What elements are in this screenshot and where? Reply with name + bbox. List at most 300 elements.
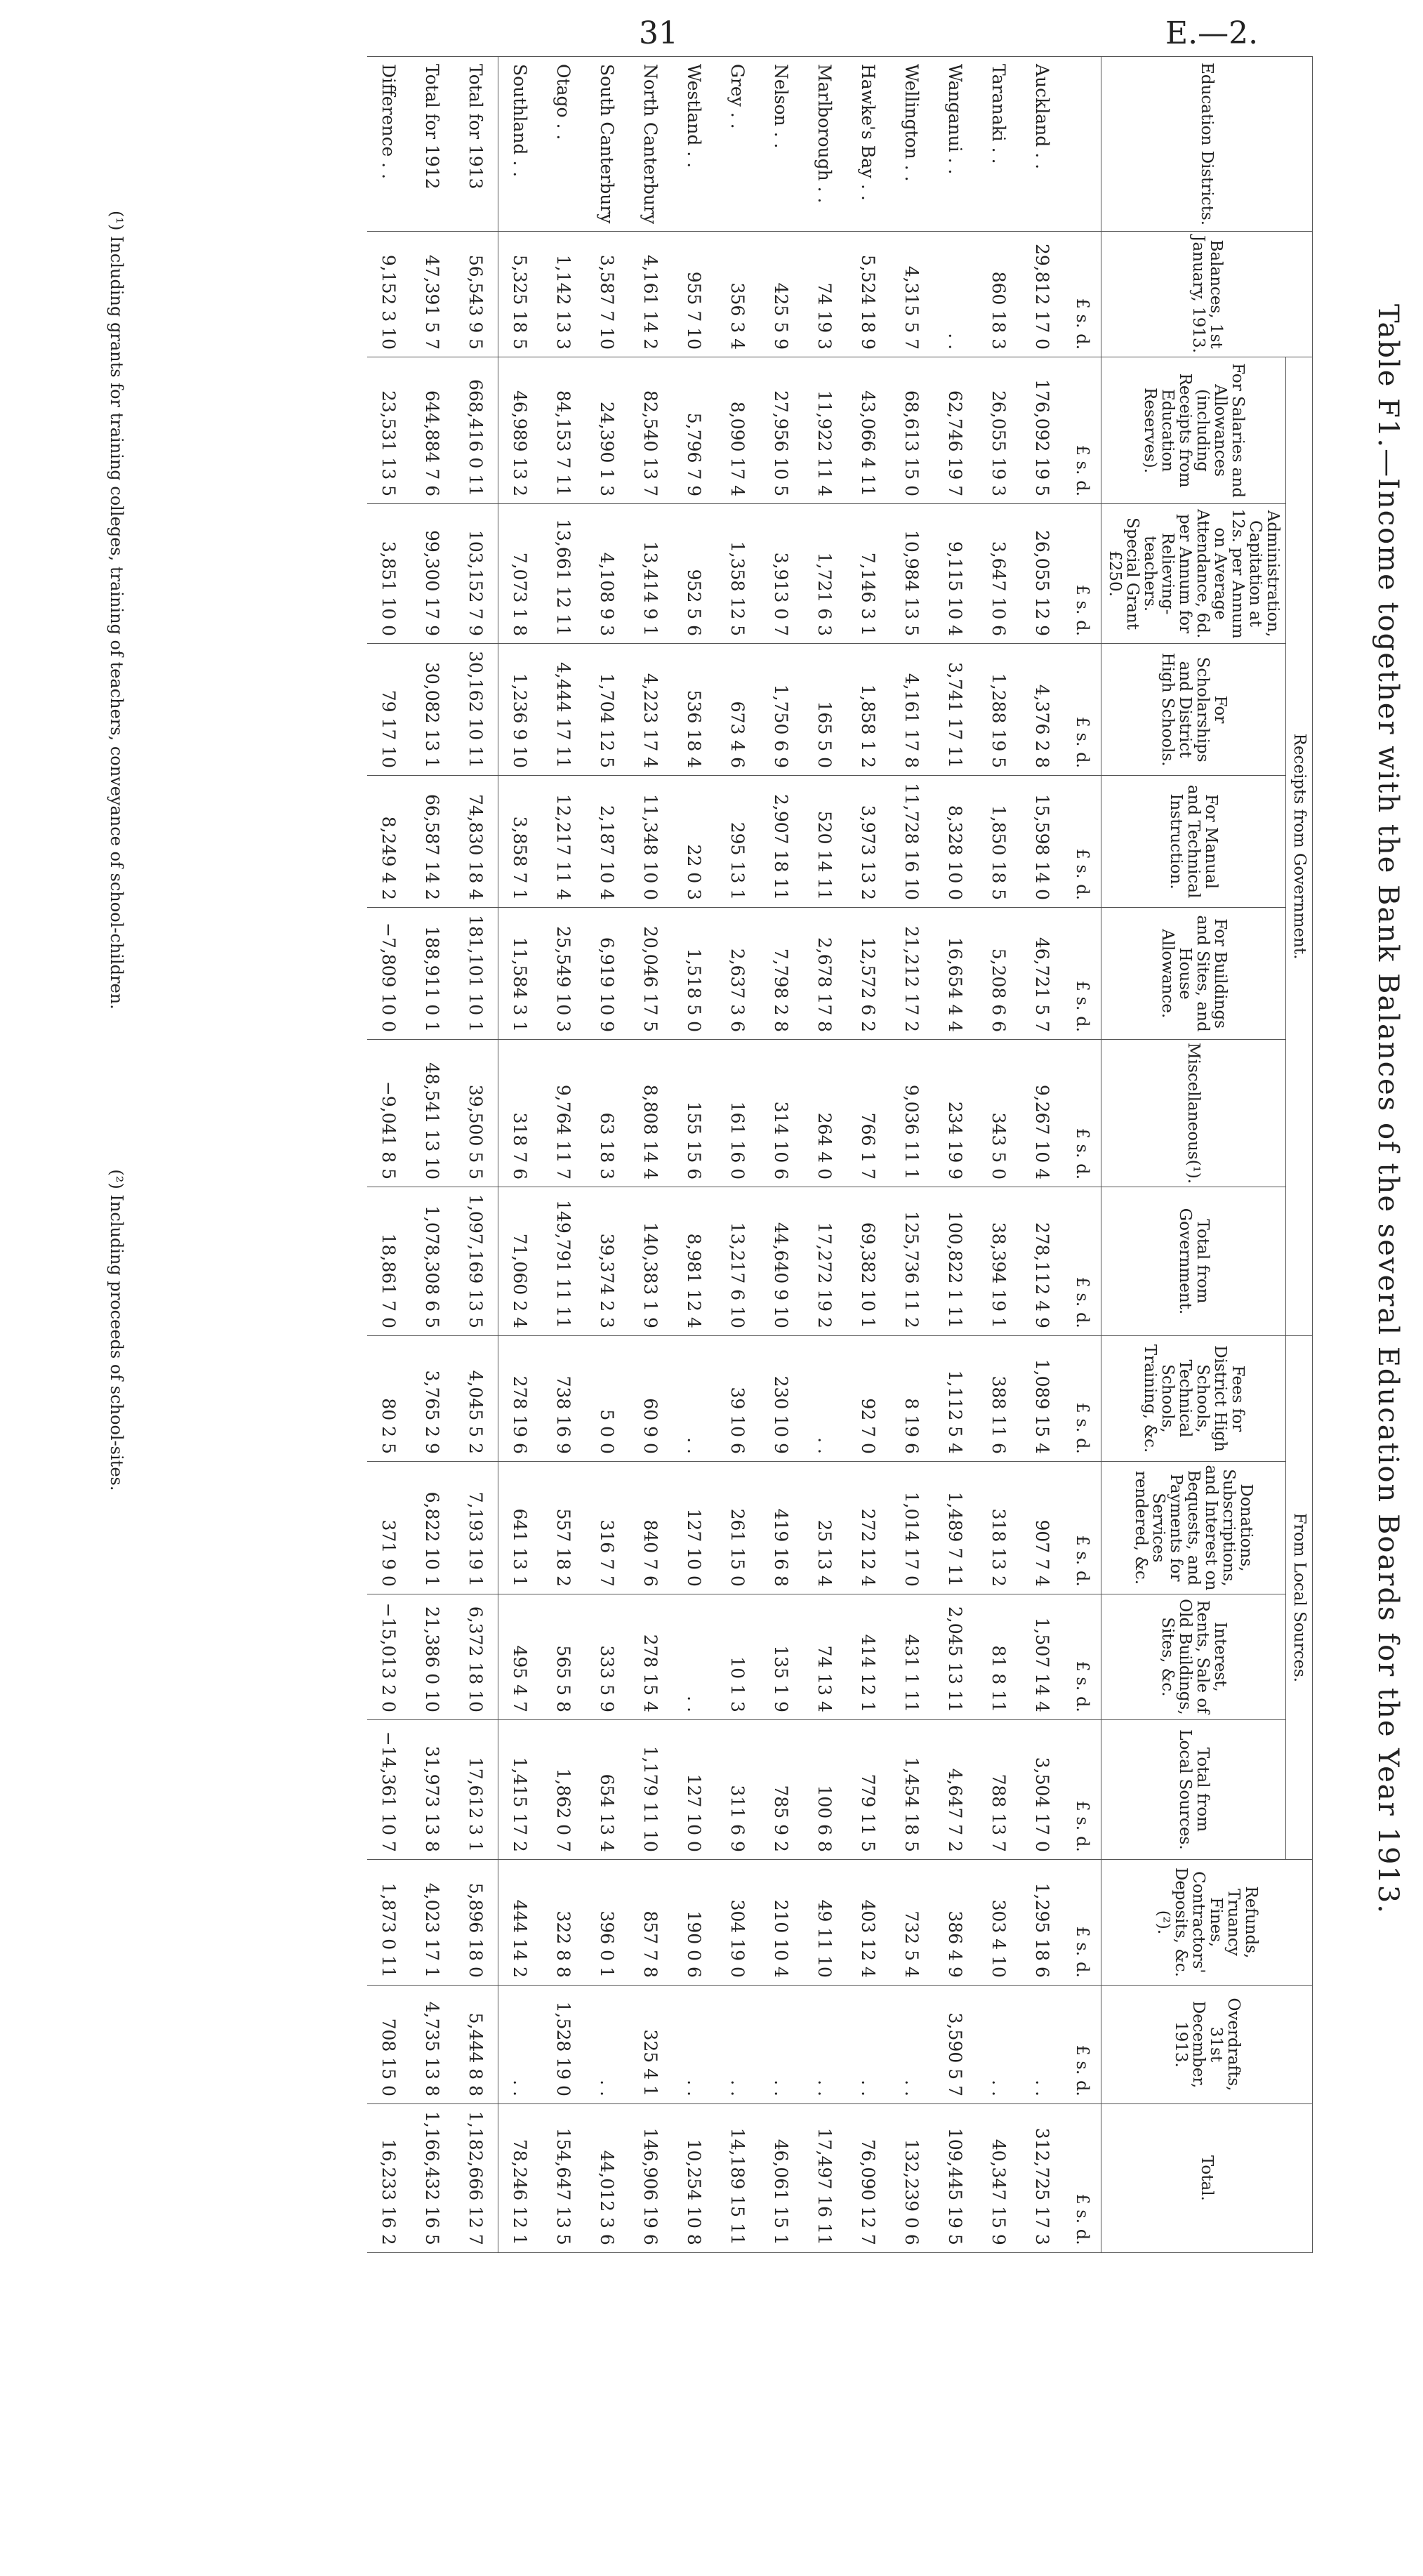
cell-total_local: 788 13 7 [977, 1719, 1021, 1859]
cell-scholarships: 4,161 17 8 [890, 644, 934, 776]
col-head-fees: Fees for District High Schools, Technical Schools, Training, &c. [1101, 1335, 1286, 1461]
row-label: Wanganui . . [934, 57, 977, 232]
units-cell: £ s. d. [1064, 504, 1101, 644]
cell-manual: 520 14 11 [803, 776, 847, 908]
cell-fees: . . [803, 1335, 847, 1461]
cell-salaries: 11,922 11 4 [803, 357, 847, 504]
cell-donations: 1,014 17 0 [890, 1461, 934, 1594]
cell-scholarships: 673 4 6 [716, 644, 760, 776]
cell-administration: 1,721 6 3 [803, 504, 847, 644]
cell-administration: 13,414 9 1 [629, 504, 673, 644]
cell-salaries: 176,092 19 5 [1021, 357, 1064, 504]
cell-manual: 15,598 14 0 [1021, 776, 1064, 908]
cell-total: 46,061 15 1 [760, 2103, 803, 2252]
cell-misc: 63 18 3 [585, 1040, 629, 1187]
cell-buildings: 11,584 3 1 [498, 908, 543, 1040]
cell-refunds: 1,873 0 11 [367, 1859, 411, 1985]
units-cell-blank [1064, 57, 1101, 232]
cell-balances: 860 18 3 [977, 232, 1021, 357]
cell-donations: 261 15 0 [716, 1461, 760, 1594]
cell-buildings: 25,549 10 3 [542, 908, 585, 1040]
cell-overdrafts: . . [498, 1985, 543, 2103]
cell-manual: 12,217 11 4 [542, 776, 585, 908]
col-head-buildings: For Buildings and Sites, and House Allowance. [1101, 908, 1286, 1040]
cell-fees: 4,045 5 2 [454, 1335, 498, 1461]
cell-scholarships: 1,288 19 5 [977, 644, 1021, 776]
cell-scholarships: 536 18 4 [673, 644, 716, 776]
cell-salaries: 46,989 13 2 [498, 357, 543, 504]
row-label: Marlborough . . [803, 57, 847, 232]
cell-buildings: 6,919 10 9 [585, 908, 629, 1040]
cell-total: 146,906 19 6 [629, 2103, 673, 2252]
cell-overdrafts: 3,590 5 7 [934, 1985, 977, 2103]
cell-interest: 21,386 0 10 [411, 1594, 454, 1719]
cell-donations: 419 16 8 [760, 1461, 803, 1594]
cell-donations: 316 7 7 [585, 1461, 629, 1594]
cell-total_gov: 1,097,169 13 5 [454, 1187, 498, 1336]
cell-total_gov: 125,736 11 2 [890, 1187, 934, 1336]
col-head-total: Total. [1101, 2103, 1313, 2252]
units-cell: £ s. d. [1064, 776, 1101, 908]
cell-salaries: 668,416 0 11 [454, 357, 498, 504]
cell-refunds: 210 10 4 [760, 1859, 803, 1985]
cell-total: 16,233 16 2 [367, 2103, 411, 2252]
row-label: Westland . . [673, 57, 716, 232]
cell-total: 1,166,432 16 5 [411, 2103, 454, 2252]
col-head-salaries: For Salaries and Allowances (including Receipts from Education Reserves). [1101, 357, 1286, 504]
cell-interest: 333 5 9 [585, 1594, 629, 1719]
cell-total: 1,182,666 12 7 [454, 2103, 498, 2252]
cell-scholarships: 3,741 17 11 [934, 644, 977, 776]
row-label: South Canterbury [585, 57, 629, 232]
cell-scholarships: 1,236 9 10 [498, 644, 543, 776]
cell-donations: 272 12 4 [847, 1461, 890, 1594]
cell-total_local: 100 6 8 [803, 1719, 847, 1859]
cell-salaries: 5,796 7 9 [673, 357, 716, 504]
cell-overdrafts: 5,444 8 8 [454, 1985, 498, 2103]
cell-balances: 74 19 3 [803, 232, 847, 357]
cell-fees: 80 2 5 [367, 1335, 411, 1461]
cell-refunds: 304 19 0 [716, 1859, 760, 1985]
header-row-groups [1286, 57, 1313, 2253]
cell-total_local: 785 9 2 [760, 1719, 803, 1859]
cell-administration: 3,851 10 0 [367, 504, 411, 644]
row-label: Total for 1912 [411, 57, 454, 232]
cell-overdrafts: . . [803, 1985, 847, 2103]
cell-donations: 1,489 7 11 [934, 1461, 977, 1594]
cell-fees: 3,765 2 9 [411, 1335, 454, 1461]
cell-administration: 7,073 1 8 [498, 504, 543, 644]
cell-donations: 7,193 19 1 [454, 1461, 498, 1594]
cell-total_local: 4,647 7 2 [934, 1719, 977, 1859]
footnote-1: (¹) Including grants for training colleges, training of teachers, conveyance of school-children. [107, 211, 126, 1010]
cell-buildings: 2,678 17 8 [803, 908, 847, 1040]
cell-misc: 48,541 13 10 [411, 1040, 454, 1187]
cell-salaries: 82,540 13 7 [629, 357, 673, 504]
cell-total_gov: 8,981 12 4 [673, 1187, 716, 1336]
cell-administration: 7,146 3 1 [847, 504, 890, 644]
cell-interest: 10 1 3 [716, 1594, 760, 1719]
cell-administration: 10,984 13 5 [890, 504, 934, 644]
cell-balances: 56,543 9 5 [454, 232, 498, 357]
cell-manual: 66,587 14 2 [411, 776, 454, 908]
cell-interest: 74 13 4 [803, 1594, 847, 1719]
cell-total: 40,347 15 9 [977, 2103, 1021, 2252]
cell-fees: 1,089 15 4 [1021, 1335, 1064, 1461]
cell-administration: 4,108 9 3 [585, 504, 629, 644]
group-head-government: Receipts from Government. [1286, 357, 1313, 1336]
cell-overdrafts: 325 4 1 [629, 1985, 673, 2103]
table-row [673, 57, 716, 2253]
page-number: 31 [639, 15, 678, 51]
col-head-misc: Miscellaneous(¹). [1101, 1040, 1286, 1187]
cell-total_gov: 17,272 19 2 [803, 1187, 847, 1336]
cell-total_local: 17,612 3 1 [454, 1719, 498, 1859]
cell-total_gov: 140,383 1 9 [629, 1187, 673, 1336]
table-row [977, 57, 1021, 2253]
cell-refunds: 303 4 10 [977, 1859, 1021, 1985]
series-reference: E.—2. [1165, 15, 1259, 51]
cell-overdrafts: 1,528 19 0 [542, 1985, 585, 2103]
table-row [629, 57, 673, 2253]
table-row [803, 57, 847, 2253]
cell-refunds: 403 12 4 [847, 1859, 890, 1985]
cell-total_gov: 1,078,308 6 5 [411, 1187, 454, 1336]
units-cell: £ s. d. [1064, 1187, 1101, 1336]
table-title: Table F1.—Income together with the Bank Balances of the several Education Boards for the Year 1913. [1372, 303, 1404, 1915]
cell-total_local: 1,454 18 5 [890, 1719, 934, 1859]
cell-refunds: 857 7 8 [629, 1859, 673, 1985]
cell-salaries: 24,390 1 3 [585, 357, 629, 504]
cell-donations: 371 9 0 [367, 1461, 411, 1594]
cell-scholarships: 4,223 17 4 [629, 644, 673, 776]
cell-misc: 318 7 6 [498, 1040, 543, 1187]
cell-scholarships: 1,858 1 2 [847, 644, 890, 776]
cell-misc: 314 10 6 [760, 1040, 803, 1187]
cell-overdrafts: . . [673, 1985, 716, 2103]
row-label: Auckland . . [1021, 57, 1064, 232]
cell-balances: 5,524 18 9 [847, 232, 890, 357]
cell-misc: 9,036 11 1 [890, 1040, 934, 1187]
cell-fees: 738 16 9 [542, 1335, 585, 1461]
cell-fees: 230 10 9 [760, 1335, 803, 1461]
cell-misc: 264 4 0 [803, 1040, 847, 1187]
cell-misc: 234 19 9 [934, 1040, 977, 1187]
cell-total_local: 779 11 5 [847, 1719, 890, 1859]
units-cell: £ s. d. [1064, 1719, 1101, 1859]
cell-donations: 6,822 10 1 [411, 1461, 454, 1594]
cell-total_local: 31,973 13 8 [411, 1719, 454, 1859]
cell-scholarships: 30,162 10 11 [454, 644, 498, 776]
cell-interest: 6,372 18 10 [454, 1594, 498, 1719]
income-table-container [367, 56, 1313, 2253]
cell-total_gov: 44,640 9 10 [760, 1187, 803, 1336]
table-row [498, 57, 543, 2253]
cell-refunds: 386 4 9 [934, 1859, 977, 1985]
cell-manual: 3,973 13 2 [847, 776, 890, 908]
col-head-overdrafts: Overdrafts, 31st December, 1913. [1101, 1985, 1313, 2103]
footnotes [107, 56, 126, 2162]
table-body [367, 57, 1101, 2253]
cell-buildings: 21,212 17 2 [890, 908, 934, 1040]
table-row [934, 57, 977, 2253]
cell-misc: 39,500 5 5 [454, 1040, 498, 1187]
cell-buildings: 1,518 5 0 [673, 908, 716, 1040]
cell-refunds: 396 0 1 [585, 1859, 629, 1985]
cell-interest: 135 1 9 [760, 1594, 803, 1719]
cell-total_gov: 13,217 6 10 [716, 1187, 760, 1336]
row-label: Wellington . . [890, 57, 934, 232]
cell-fees: 60 9 0 [629, 1335, 673, 1461]
cell-buildings: 16,654 4 4 [934, 908, 977, 1040]
cell-manual: 295 13 1 [716, 776, 760, 908]
units-cell: £ s. d. [1064, 1461, 1101, 1594]
cell-total_local: 311 6 9 [716, 1719, 760, 1859]
cell-overdrafts: . . [890, 1985, 934, 2103]
cell-balances: 1,142 13 3 [542, 232, 585, 357]
cell-manual: 22 0 3 [673, 776, 716, 908]
units-cell: £ s. d. [1064, 2103, 1101, 2252]
cell-salaries: 68,613 15 0 [890, 357, 934, 504]
cell-donations: 127 10 0 [673, 1461, 716, 1594]
cell-interest: −15,013 2 0 [367, 1594, 411, 1719]
cell-interest: 495 4 7 [498, 1594, 543, 1719]
cell-balances: 3,587 7 10 [585, 232, 629, 357]
cell-scholarships: 1,704 12 5 [585, 644, 629, 776]
cell-buildings: 46,721 5 7 [1021, 908, 1064, 1040]
cell-refunds: 4,023 17 1 [411, 1859, 454, 1985]
cell-buildings: 5,208 6 6 [977, 908, 1021, 1040]
cell-scholarships: 165 5 0 [803, 644, 847, 776]
rotated-table-area [28, 56, 1404, 2514]
cell-refunds: 1,295 18 6 [1021, 1859, 1064, 1985]
cell-buildings: 181,101 10 1 [454, 908, 498, 1040]
units-cell: £ s. d. [1064, 1040, 1101, 1187]
col-head-total-local: Total from Local Sources. [1101, 1719, 1286, 1859]
units-cell: £ s. d. [1064, 232, 1101, 357]
cell-buildings: −7,809 10 0 [367, 908, 411, 1040]
cell-manual: 8,328 10 0 [934, 776, 977, 908]
cell-scholarships: 79 17 10 [367, 644, 411, 776]
cell-total: 17,497 16 11 [803, 2103, 847, 2252]
cell-scholarships: 1,750 6 9 [760, 644, 803, 776]
cell-total_gov: 38,394 19 1 [977, 1187, 1021, 1336]
row-label: Grey . . [716, 57, 760, 232]
cell-balances: 47,391 5 7 [411, 232, 454, 357]
total-row [411, 57, 454, 2253]
cell-fees: 5 0 0 [585, 1335, 629, 1461]
footnote-2: (²) Including proceeds of school-sites. [107, 1169, 126, 1491]
col-head-balances: Balances, 1st January, 1913. [1101, 232, 1313, 357]
cell-refunds: 190 0 6 [673, 1859, 716, 1985]
table-row [585, 57, 629, 2253]
units-cell: £ s. d. [1064, 644, 1101, 776]
cell-fees: 1,112 5 4 [934, 1335, 977, 1461]
cell-salaries: 26,055 19 3 [977, 357, 1021, 504]
group-head-local: From Local Sources. [1286, 1335, 1313, 1859]
cell-total: 109,445 19 5 [934, 2103, 977, 2252]
cell-administration: 103,152 7 9 [454, 504, 498, 644]
cell-total: 132,239 0 6 [890, 2103, 934, 2252]
cell-misc: 9,267 10 4 [1021, 1040, 1064, 1187]
row-label: Taranaki . . [977, 57, 1021, 232]
cell-balances: . . [934, 232, 977, 357]
units-cell: £ s. d. [1064, 1594, 1101, 1719]
cell-total: 10,254 10 8 [673, 2103, 716, 2252]
cell-interest: 414 12 1 [847, 1594, 890, 1719]
table-row [716, 57, 760, 2253]
cell-refunds: 322 8 8 [542, 1859, 585, 1985]
cell-total_gov: 39,374 2 3 [585, 1187, 629, 1336]
cell-total: 78,246 12 1 [498, 2103, 543, 2252]
cell-interest: 81 8 11 [977, 1594, 1021, 1719]
units-cell: £ s. d. [1064, 908, 1101, 1040]
cell-misc: 8,808 14 4 [629, 1040, 673, 1187]
row-label: Nelson . . [760, 57, 803, 232]
cell-total_local: 1,179 11 10 [629, 1719, 673, 1859]
units-cell: £ s. d. [1064, 1859, 1101, 1985]
cell-administration: 3,913 0 7 [760, 504, 803, 644]
cell-buildings: 12,572 6 2 [847, 908, 890, 1040]
table-row [1021, 57, 1064, 2253]
cell-misc: −9,041 8 5 [367, 1040, 411, 1187]
cell-administration: 99,300 17 9 [411, 504, 454, 644]
cell-salaries: 27,956 10 5 [760, 357, 803, 504]
cell-manual: 1,850 18 5 [977, 776, 1021, 908]
cell-interest: 278 15 4 [629, 1594, 673, 1719]
row-label: Otago . . [542, 57, 585, 232]
cell-interest: 565 5 8 [542, 1594, 585, 1719]
cell-total_local: 654 13 4 [585, 1719, 629, 1859]
table-row [542, 57, 585, 2253]
cell-donations: 318 13 2 [977, 1461, 1021, 1594]
income-table [367, 56, 1313, 2253]
cell-balances: 5,325 18 5 [498, 232, 543, 357]
cell-salaries: 644,884 7 6 [411, 357, 454, 504]
row-label: Hawke's Bay . . [847, 57, 890, 232]
cell-total_gov: 278,112 4 9 [1021, 1187, 1064, 1336]
cell-administration: 952 5 6 [673, 504, 716, 644]
cell-manual: 11,728 16 10 [890, 776, 934, 908]
cell-total_local: 1,862 0 7 [542, 1719, 585, 1859]
cell-refunds: 732 5 4 [890, 1859, 934, 1985]
cell-buildings: 20,046 17 5 [629, 908, 673, 1040]
cell-total_gov: 69,382 10 1 [847, 1187, 890, 1336]
col-head-donations: Donations, Subscriptions, and Interest on Bequests, and Payments for Services rendered, &c. [1101, 1461, 1286, 1594]
cell-manual: 8,249 4 2 [367, 776, 411, 908]
cell-donations: 641 13 1 [498, 1461, 543, 1594]
table-row [847, 57, 890, 2253]
cell-refunds: 5,896 18 0 [454, 1859, 498, 1985]
cell-fees: 8 19 6 [890, 1335, 934, 1461]
table-row [890, 57, 934, 2253]
cell-scholarships: 4,444 17 11 [542, 644, 585, 776]
cell-total_gov: 18,861 7 0 [367, 1187, 411, 1336]
cell-overdrafts: 4,735 13 8 [411, 1985, 454, 2103]
col-head-interest: Interest, Rents, Sale of Old Buildings, Sites, &c. [1101, 1594, 1286, 1719]
cell-buildings: 7,798 2 8 [760, 908, 803, 1040]
cell-misc: 155 15 6 [673, 1040, 716, 1187]
cell-misc: 766 1 7 [847, 1040, 890, 1187]
cell-misc: 9,764 11 7 [542, 1040, 585, 1187]
cell-overdrafts: . . [847, 1985, 890, 2103]
cell-donations: 557 18 2 [542, 1461, 585, 1594]
cell-fees: 92 7 0 [847, 1335, 890, 1461]
cell-scholarships: 4,376 2 8 [1021, 644, 1064, 776]
col-head-administration: Administration, Capitation at 12s. per Annum on Average Attendance, 6d. per Annum for Relieving-teachers. Special Grant £250. [1101, 504, 1286, 644]
cell-donations: 907 7 4 [1021, 1461, 1064, 1594]
cell-total_local: 1,415 17 2 [498, 1719, 543, 1859]
cell-overdrafts: . . [760, 1985, 803, 2103]
cell-administration: 9,115 10 4 [934, 504, 977, 644]
cell-fees: 39 10 6 [716, 1335, 760, 1461]
row-label: Southland . . [498, 57, 543, 232]
cell-balances: 955 7 10 [673, 232, 716, 357]
units-row [1064, 57, 1101, 2253]
cell-total_gov: 71,060 2 4 [498, 1187, 543, 1336]
cell-manual: 2,907 18 11 [760, 776, 803, 908]
cell-overdrafts: . . [977, 1985, 1021, 2103]
col-head-total-gov: Total from Government. [1101, 1187, 1286, 1336]
units-cell: £ s. d. [1064, 1335, 1101, 1461]
cell-total_gov: 100,822 1 11 [934, 1187, 977, 1336]
cell-total: 312,725 17 3 [1021, 2103, 1064, 2252]
cell-manual: 11,348 10 0 [629, 776, 673, 908]
cell-refunds: 444 14 2 [498, 1859, 543, 1985]
cell-misc: 161 16 0 [716, 1040, 760, 1187]
cell-total_local: 127 10 0 [673, 1719, 716, 1859]
cell-manual: 74,830 18 4 [454, 776, 498, 908]
cell-fees: 278 19 6 [498, 1335, 543, 1461]
cell-administration: 13,661 12 11 [542, 504, 585, 644]
row-label: Total for 1913 [454, 57, 498, 232]
col-head-scholarships: For Scholarships and District High Schools. [1101, 644, 1286, 776]
cell-donations: 840 7 6 [629, 1461, 673, 1594]
cell-total_local: −14,361 10 7 [367, 1719, 411, 1859]
cell-manual: 3,858 7 1 [498, 776, 543, 908]
cell-total: 44,012 3 6 [585, 2103, 629, 2252]
cell-manual: 2,187 10 4 [585, 776, 629, 908]
cell-total_gov: 149,791 11 11 [542, 1187, 585, 1336]
cell-fees: . . [673, 1335, 716, 1461]
cell-balances: 356 3 4 [716, 232, 760, 357]
cell-total: 154,647 13 5 [542, 2103, 585, 2252]
col-head-district: Education Districts. [1101, 57, 1313, 232]
cell-total: 14,189 15 11 [716, 2103, 760, 2252]
cell-buildings: 188,911 0 1 [411, 908, 454, 1040]
col-head-refunds: Refunds, Truancy Fines, Contractors' Deposits, &c.(²). [1101, 1859, 1313, 1985]
cell-balances: 29,812 17 0 [1021, 232, 1064, 357]
cell-interest: 1,507 14 4 [1021, 1594, 1064, 1719]
cell-total_local: 3,504 17 0 [1021, 1719, 1064, 1859]
cell-salaries: 23,531 13 5 [367, 357, 411, 504]
cell-overdrafts: . . [585, 1985, 629, 2103]
units-cell: £ s. d. [1064, 357, 1101, 504]
cell-donations: 25 13 4 [803, 1461, 847, 1594]
cell-interest: 431 1 11 [890, 1594, 934, 1719]
cell-refunds: 49 11 10 [803, 1859, 847, 1985]
cell-interest: 2,045 13 11 [934, 1594, 977, 1719]
row-label: North Canterbury [629, 57, 673, 232]
table-row [760, 57, 803, 2253]
cell-salaries: 43,066 4 11 [847, 357, 890, 504]
cell-salaries: 84,153 7 11 [542, 357, 585, 504]
cell-misc: 343 5 0 [977, 1040, 1021, 1187]
cell-salaries: 62,746 19 7 [934, 357, 977, 504]
units-cell: £ s. d. [1064, 1985, 1101, 2103]
cell-salaries: 8,090 17 4 [716, 357, 760, 504]
col-head-manual: For Manual and Technical Instruction. [1101, 776, 1286, 908]
